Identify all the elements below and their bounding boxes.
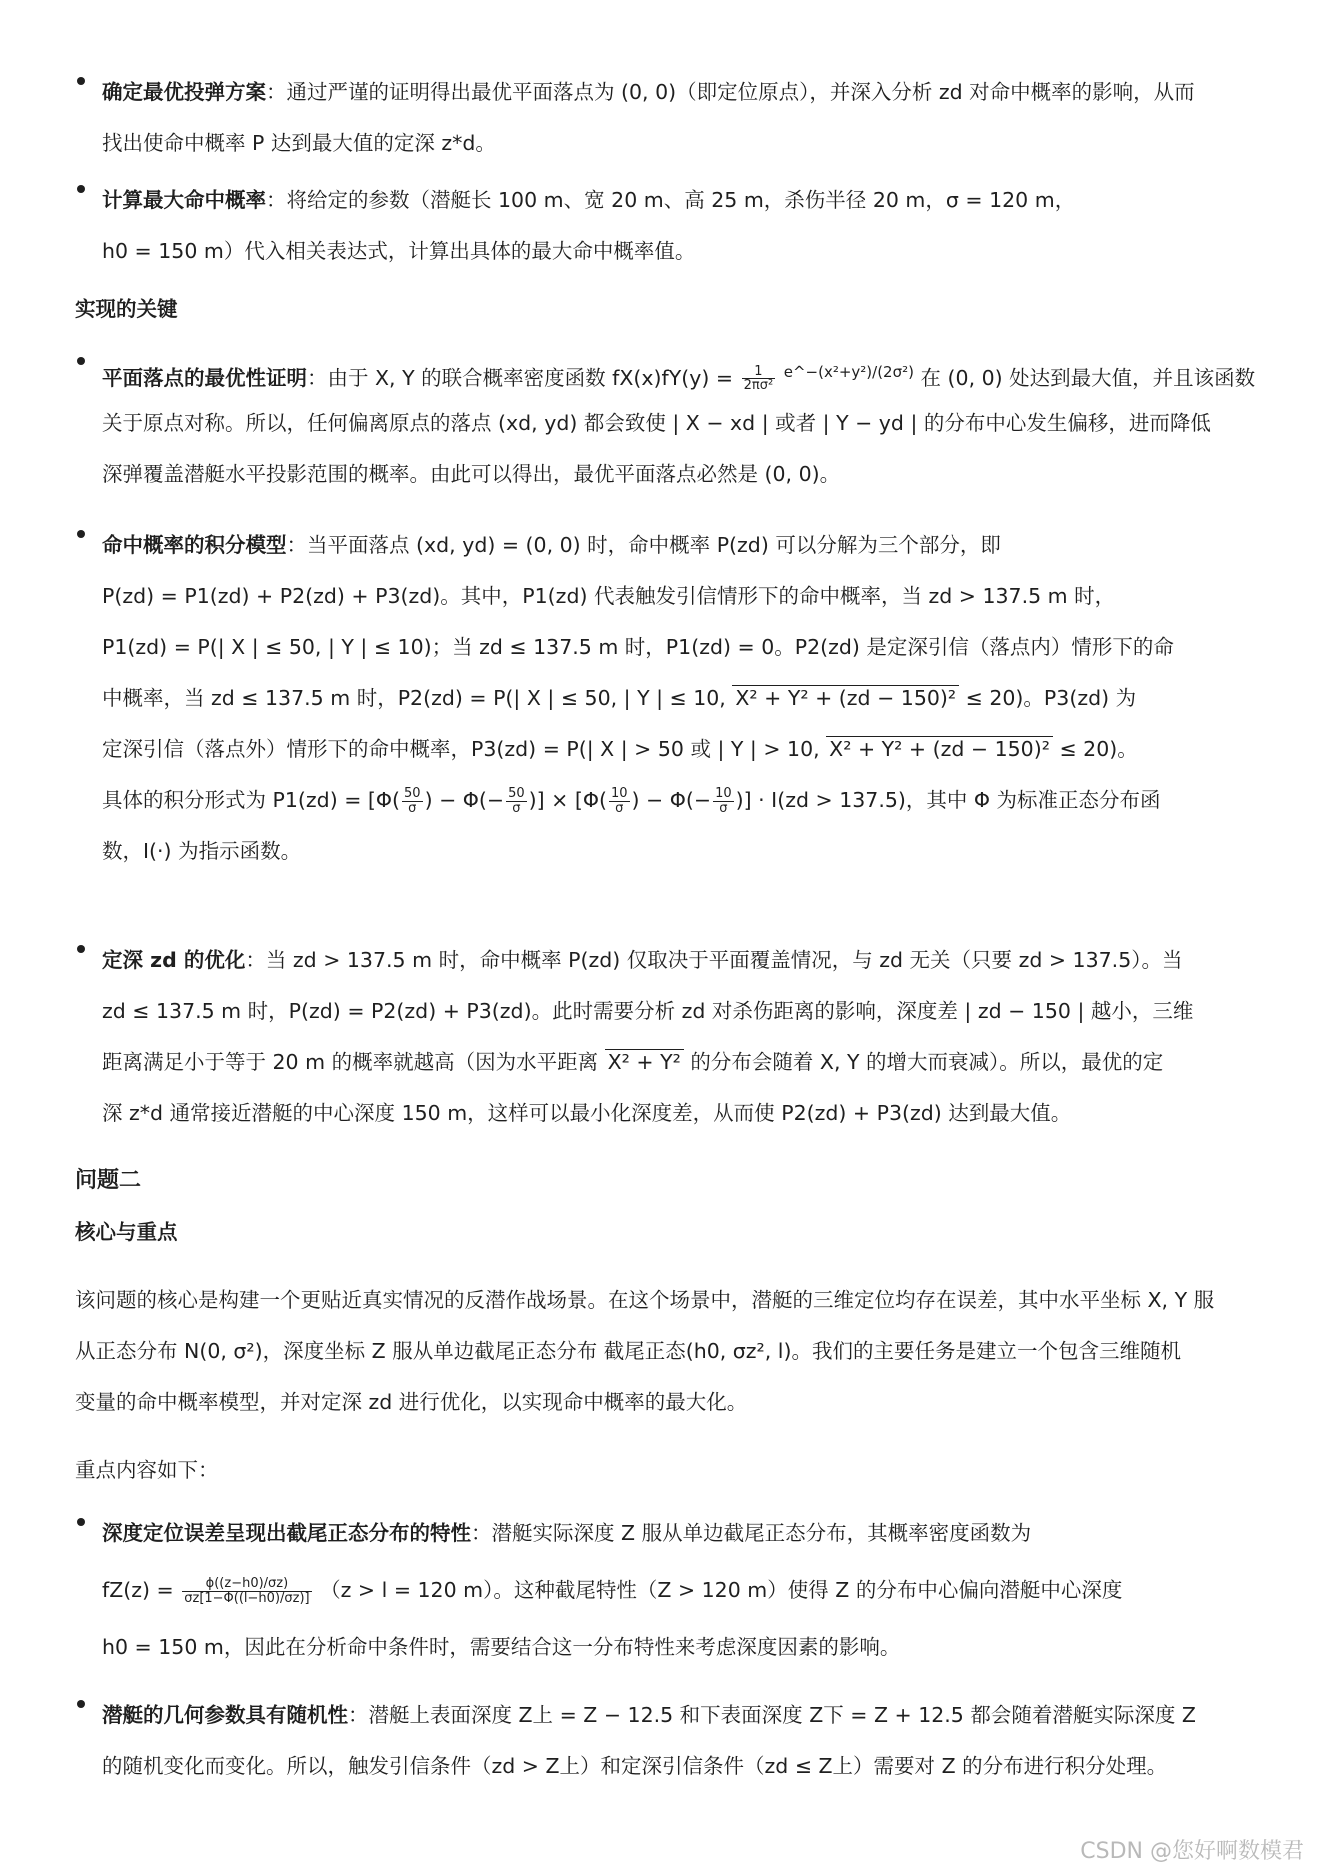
exponent-term: e^−(x²+y²)/(2σ²) — [783, 363, 914, 381]
body-text: 中概率，当 zd ≤ 137.5 m 时，P2(zd) = P(| X | ≤ 50, | Y | ≤ 10, — [102, 686, 726, 710]
subheading-core: 核心与重点 — [75, 1220, 178, 1244]
bullet-text-cont: h0 = 150 m）代入相关表达式，计算出具体的最大命中概率值。 — [102, 239, 696, 263]
body-text: 定深引信（落点外）情形下的命中概率，P3(zd) = P(| X | > 50 或 | Y | > 10, — [102, 737, 820, 761]
watermark: CSDN @您好啊数模君 — [1080, 1839, 1304, 1864]
bullet-label: 深度定位误差呈现出截尾正态分布的特性 — [102, 1521, 471, 1545]
sqrt-expression: X² + Y² + (zd − 150)² — [826, 736, 1053, 762]
body-text: ：当 zd > 137.5 m 时，命中概率 P(zd) 仅取决于平面覆盖情况，与 zd 无关（只要 zd > 137.5）。当 — [245, 948, 1183, 972]
bullet-text: ：通过严谨的证明得出最优平面落点为 (0, 0)（即定位原点），并深入分析 zd 对命中概率的影响，从而 — [266, 80, 1195, 104]
fraction: $\frac{1}{\text{2πσ²}}$ — [743, 363, 774, 394]
bullet-optimal-plan — [102, 67, 1255, 169]
bullet-truncated-normal — [102, 1508, 1255, 1673]
body-text-cont: ≤ 20)。P3(zd) 为 — [965, 686, 1137, 710]
bullet-label: 确定最优投弹方案 — [102, 80, 266, 104]
body-line: 深弹覆盖潜艇水平投影范围的概率。由此可以得出，最优平面落点必然是 (0, 0)。 — [102, 462, 841, 486]
body-line: 该问题的核心是构建一个更贴近真实情况的反潜作战场景。在这个场景中，潜艇的三维定位均存在误差，其中水平坐标 X, Y 服 — [75, 1288, 1215, 1312]
body-line: 的随机变化而变化。所以，触发引信条件（zd > Z上）和定深引信条件（zd ≤ Z上）需要对 Z 的分布进行积分处理。 — [102, 1754, 1168, 1778]
body-line: h0 = 150 m，因此在分析命中条件时，需要结合这一分布特性来考虑深度因素的影响。 — [102, 1635, 901, 1659]
body-line: P1(zd) = P(| X | ≤ 50, | Y | ≤ 10)；当 zd ≤ 137.5 m 时，P1(zd) = 0。P2(zd) 是定深引信（落点内）情形下的命 — [102, 635, 1174, 659]
body-line: zd ≤ 137.5 m 时，P(zd) = P2(zd) + P3(zd)。此时需要分析 zd 对杀伤距离的影响，深度差 | zd − 150 | 越小，三维 — [102, 999, 1194, 1023]
body-text-cont: （z > l = 120 m）。这种截尾特性（Z > 120 m）使得 Z 的分布中心偏向潜艇中心深度 — [320, 1578, 1123, 1602]
fraction: $\frac{50}{\sigma}$ — [404, 785, 421, 816]
body-text: ：潜艇上表面深度 Z上 = Z − 12.5 和下表面深度 Z下 = Z + 12.5 都会随着潜艇实际深度 Z — [348, 1703, 1196, 1727]
body-text-cont: 的分布会随着 X, Y 的增大而衰减）。所以，最优的定 — [690, 1050, 1164, 1074]
body-line: 变量的命中概率模型，并对定深 zd 进行优化，以实现命中概率的最大化。 — [75, 1390, 748, 1414]
sqrt-expression: X² + Y² + (zd − 150)² — [732, 685, 959, 711]
bullet-max-probability — [102, 175, 1255, 277]
body-line: 关于原点对称。所以，任何偏离原点的落点 (xd, yd) 都会致使 | X − xd | 或者 | Y − yd | 的分布中心发生偏移，进而降低 — [102, 411, 1211, 435]
fraction: $\frac{50}{\sigma}$ — [508, 785, 525, 816]
bullet-label: 潜艇的几何参数具有随机性 — [102, 1703, 348, 1727]
fraction: $\frac{10}{\sigma}$ — [611, 785, 628, 816]
body-text: 具体的积分形式为 P1(zd) = [Φ( — [102, 788, 401, 812]
body-text: )] × [Φ( — [528, 788, 607, 812]
formula-text: ：由于 X, Y 的联合概率密度函数 fX(x)fY(y) = — [307, 365, 734, 390]
bullet-label: 计算最大命中概率 — [102, 188, 266, 212]
formula-lhs: fZ(z) = — [102, 1578, 174, 1602]
body-line: 数，I(·) 为指示函数。 — [102, 839, 302, 863]
bullet-label: 平面落点的最优性证明 — [102, 365, 307, 390]
formula-text-cont: 在 (0, 0) 处达到最大值，并且该函数 — [920, 365, 1256, 390]
bullet-label: 定深 zd 的优化 — [102, 948, 246, 972]
bullet-geometry-random — [102, 1690, 1255, 1792]
section-heading-q2: 问题二 — [75, 1168, 142, 1193]
bullet-optimal-proof — [102, 347, 1255, 500]
body-text: )] · I(zd > 137.5)，其中 Φ 为标准正态分布函 — [735, 788, 1161, 812]
body-text: ) − Φ(− — [424, 788, 505, 812]
key-points-intro: 重点内容如下： — [75, 1458, 219, 1482]
body-text-cont: ≤ 20)。 — [1059, 737, 1138, 761]
body-line: P(zd) = P1(zd) + P2(zd) + P3(zd)。其中，P1(zd) 代表触发引信情形下的命中概率，当 zd > 137.5 m 时， — [102, 584, 1116, 608]
bullet-text: ：将给定的参数（潜艇长 100 m、宽 20 m、高 25 m，杀伤半径 20 m，σ = 120 m， — [266, 188, 1076, 212]
body-text: ：潜艇实际深度 Z 服从单边截尾正态分布，其概率密度函数为 — [471, 1521, 1032, 1545]
bullet-label: 命中概率的积分模型 — [102, 533, 287, 557]
bullet-text-cont: 找出使命中概率 P 达到最大值的定深 z*d。 — [102, 131, 496, 155]
q2-paragraph — [75, 1275, 1255, 1428]
body-line: 从正态分布 N(0, σ²)，深度坐标 Z 服从单边截尾正态分布 截尾正态(h0, σz², l)。我们的主要任务是建立一个包含三维随机 — [75, 1339, 1181, 1363]
body-text: ：当平面落点 (xd, yd) = (0, 0) 时，命中概率 P(zd) 可以分解为三个部分，即 — [286, 533, 1001, 557]
fraction: $\frac{10}{\sigma}$ — [715, 785, 732, 816]
body-text: 距离满足小于等于 20 m 的概率就越高（因为水平距离 — [102, 1050, 599, 1074]
bullet-integral-model — [102, 520, 1255, 877]
section-heading-key: 实现的关键 — [75, 297, 178, 321]
fraction: $\frac{\phi((z-h0)/\sigma z)}{\sigma z[1-\Phi((l-h0)/\sigma z)]}$ — [184, 1575, 310, 1606]
bullet-depth-optimization — [102, 935, 1255, 1139]
sqrt-expression: X² + Y² — [605, 1049, 684, 1075]
body-text: ) − Φ(− — [631, 788, 712, 812]
body-line: 深 z*d 通常接近潜艇的中心深度 150 m，这样可以最小化深度差，从而使 P2(zd) + P3(zd) 达到最大值。 — [102, 1101, 1072, 1125]
